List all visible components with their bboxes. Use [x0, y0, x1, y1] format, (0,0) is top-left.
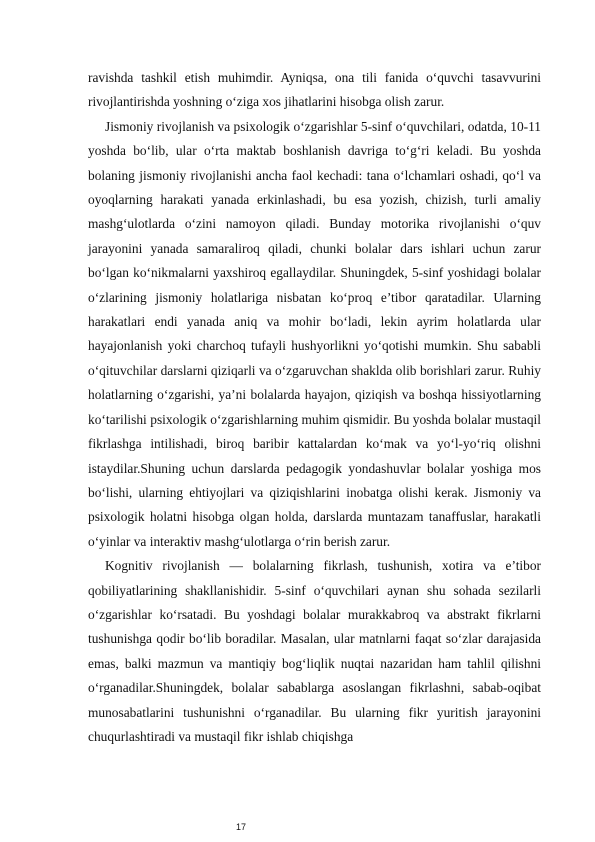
- body-text: [88, 66, 541, 749]
- page-number: 17: [236, 822, 247, 832]
- paragraph-continuation: ravishda tashkil etish muhimdir. Ayniqsa, ona tili fanida o‘quvchi tasavvurini rivojlantirishda yoshning o‘ziga xos jihatlarini hisobga olish zarur.: [88, 70, 541, 110]
- paragraph-physical-development: Jismoniy rivojlanish va psixologik o‘zgarishlar 5-sinf o‘quvchilari, odatda, 10-11 yoshda bo‘lib, ular o‘rta maktab boshlanish davriga to‘g‘ri keladi. Bu yoshda bolaning jismoniy rivojlanishi ancha faol kechadi: tana o‘lchamlari oshadi, qo‘l va oyoqlarning harakati yanada erkinlashadi, bu esa yozish, chizish, turli amaliy mashg‘ulotlarda o‘zini namoyon qiladi. Bunday motorika rivojlanishi o‘quv jarayonini yanada samaraliroq qiladi, chunki bolalar dars ishlari uchun zarur bo‘lgan ko‘nikmalarni yaxshiroq egallaydilar. Shuningdek, 5-sinf yoshidagi bolalar o‘zlarining jismoniy holatlariga nisbatan ko‘proq e’tibor qaratadilar. Ularning harakatlari endi yanada aniq va mohir bo‘ladi, lekin ayrim holatlarda ular hayajonlanish yoki charchoq tufayli hushyorlikni yo‘qotishi mumkin. Shu sababli o‘qituvchilar darslarni qiziqarli va o‘zgaruvchan shaklda olib borishlari zarur. Ruhiy holatlarning o‘zgarishi, ya’ni bolalarda hayajon, qiziqish va boshqa hissiyotlarning ko‘tarilishi psixologik o‘zgarishlarning muhim qismidir. Bu yoshda bolalar mustaqil fikrlashga intilishadi, biroq baribir kattalardan ko‘mak va yo‘l-yo‘riq olishni istaydilar.Shuning uchun darslarda pedagogik yondashuvlar bolalar yoshiga mos bo‘lishi, ularning ehtiyojlari va qiziqishlarini inobatga olishi kerak. Jismoniy va psixologik holatni hisobga olgan holda, darslarda muntazam tanaffuslar, harakatli o‘yinlar va interaktiv mashg‘ulotlarga o‘rin berish zarur.: [88, 118, 541, 549]
- paragraph-cognitive-development: Kognitiv rivojlanish — bolalarning fikrlash, tushunish, xotira va e’tibor qobiliyatlarining shakllanishidir. 5-sinf o‘quvchilari aynan shu sohada sezilarli o‘zgarishlar ko‘rsatadi. Bu yoshdagi bolalar murakkabroq va abstrakt fikrlarni tushunishga qodir bo‘lib boradilar. Masalan, ular matnlarni faqat so‘zlar darajasida emas, balki mazmun va mantiqiy bog‘liqlik nuqtai nazaridan ham tahlil qilishni o‘rganadilar.Shuningdek, bolalar sabablarga asoslangan fikrlashni, sabab-oqibat munosabatlarini tushunishni o‘rganadilar. Bu ularning fikr yuritish jarayonini chuqurlashtiradi va mustaqil fikr ishlab chiqishga: [88, 558, 541, 744]
